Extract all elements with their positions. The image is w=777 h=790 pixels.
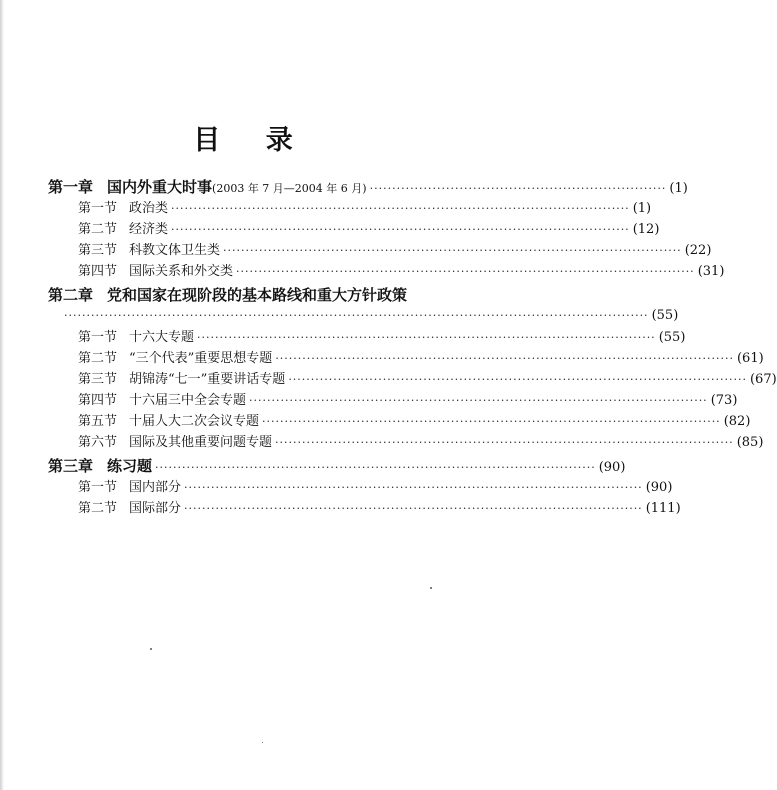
toc-section[interactable] bbox=[78, 327, 681, 349]
toc-chapter-2[interactable] bbox=[48, 284, 456, 306]
section-title: 十届人大二次会议专题 bbox=[129, 414, 260, 429]
chapter-number: 第三章 bbox=[48, 457, 94, 475]
toc-section[interactable] bbox=[78, 477, 668, 499]
page-number: ( 55 ) bbox=[659, 327, 686, 349]
chapter-title: 练习题 bbox=[107, 457, 153, 475]
dot-leader: ······································································································ bbox=[288, 373, 747, 386]
section-title: 政治类 bbox=[129, 201, 169, 216]
chapter-title: 国内外重大时事(2003 年 7 月—2004 年 6 月) bbox=[107, 178, 367, 196]
toc-section[interactable] bbox=[78, 369, 772, 391]
toc-chapter-1[interactable] bbox=[48, 176, 683, 198]
chapter-title: 党和国家在现阶段的基本路线和重大方针政策 bbox=[107, 286, 408, 304]
page-number: ( 111 ) bbox=[646, 498, 681, 520]
section-number: 第一节 bbox=[78, 480, 118, 495]
toc-section[interactable] bbox=[78, 261, 720, 283]
dot-leader: ······································································································ bbox=[171, 202, 630, 215]
page-number: ( 73 ) bbox=[711, 390, 738, 412]
dot-leader: ······································································································ bbox=[223, 244, 682, 257]
dot-leader: ······································································································ bbox=[275, 352, 734, 365]
section-title: “三个代表”重要思想专题 bbox=[129, 351, 273, 366]
dot-leader: ·································································································· bbox=[155, 461, 596, 474]
page-number: ( 12 ) bbox=[633, 219, 660, 241]
toc-section[interactable] bbox=[78, 390, 733, 412]
toc-section[interactable] bbox=[78, 432, 759, 454]
section-number: 第四节 bbox=[78, 393, 118, 408]
page-number: ( 82 ) bbox=[724, 411, 751, 433]
section-title: 科教文体卫生类 bbox=[129, 243, 221, 258]
toc-section[interactable] bbox=[78, 198, 647, 220]
dot-leader: ······································································································ bbox=[275, 436, 734, 449]
section-title: 经济类 bbox=[129, 222, 169, 237]
scan-speck bbox=[262, 742, 263, 743]
section-number: 第二节 bbox=[78, 222, 118, 237]
dot-leader: ······································································································ bbox=[171, 223, 630, 236]
section-number: 第二节 bbox=[78, 501, 118, 516]
section-number: 第四节 bbox=[78, 264, 118, 279]
section-title: 国际部分 bbox=[129, 501, 182, 516]
toc-section[interactable] bbox=[78, 348, 759, 370]
chapter-number: 第二章 bbox=[48, 286, 94, 304]
section-title: 十六届三中全会专题 bbox=[129, 393, 247, 408]
toc-section[interactable] bbox=[78, 240, 707, 262]
dot-leader: ······································································································ bbox=[197, 331, 656, 344]
dot-leader: ······································································································ bbox=[184, 481, 643, 494]
page-number: ( 1 ) bbox=[633, 198, 651, 220]
toc-chapter-2-continuation[interactable] bbox=[64, 305, 674, 327]
dot-leader: ······································································································ bbox=[249, 394, 708, 407]
section-number: 第三节 bbox=[78, 372, 118, 387]
page-number: ( 67 ) bbox=[750, 369, 777, 391]
section-title: 国际关系和外交类 bbox=[129, 264, 234, 279]
page-number: ( 90 ) bbox=[646, 477, 673, 499]
section-title: 国际及其他重要问题专题 bbox=[129, 435, 273, 450]
dot-leader: ······································································································ bbox=[262, 415, 721, 428]
dot-leader: ·································································································································· bbox=[64, 309, 649, 322]
page-number: ( 85 ) bbox=[737, 432, 764, 454]
scan-speck bbox=[430, 587, 432, 589]
toc-section[interactable] bbox=[78, 498, 676, 520]
chapter-subtitle: (2003 年 7 月—2004 年 6 月) bbox=[212, 182, 367, 195]
scan-speck bbox=[150, 648, 152, 650]
toc-chapter-3[interactable] bbox=[48, 455, 621, 477]
page-number: ( 90 ) bbox=[599, 457, 626, 479]
page-number: ( 1 ) bbox=[669, 178, 687, 200]
page-number: ( 61 ) bbox=[737, 348, 764, 370]
page-number: ( 55 ) bbox=[652, 305, 679, 327]
section-number: 第五节 bbox=[78, 414, 118, 429]
toc-section[interactable] bbox=[78, 219, 655, 241]
page-number: ( 31 ) bbox=[698, 261, 725, 283]
section-number: 第一节 bbox=[78, 201, 118, 216]
section-title: 国内部分 bbox=[129, 480, 182, 495]
dot-leader: ······································································································ bbox=[236, 265, 695, 278]
toc-section[interactable] bbox=[78, 411, 746, 433]
section-title: 胡锦涛“七一”重要讲话专题 bbox=[129, 372, 286, 387]
section-number: 第二节 bbox=[78, 351, 118, 366]
page-title: 目 录 bbox=[193, 125, 311, 156]
section-number: 第一节 bbox=[78, 330, 118, 345]
page-number: ( 22 ) bbox=[685, 240, 712, 262]
chapter-number: 第一章 bbox=[48, 178, 94, 196]
dot-leader: ······································································································ bbox=[184, 502, 643, 515]
section-title: 十六大专题 bbox=[129, 330, 195, 345]
section-number: 第三节 bbox=[78, 243, 118, 258]
dot-leader: ·································································· bbox=[369, 182, 667, 195]
section-number: 第六节 bbox=[78, 435, 118, 450]
